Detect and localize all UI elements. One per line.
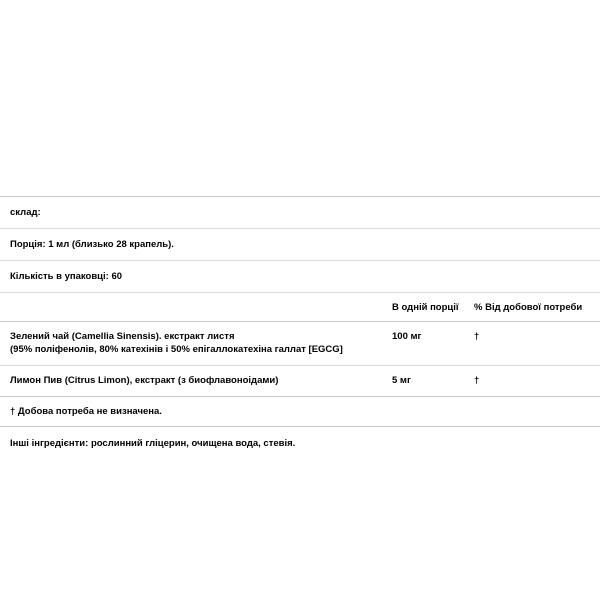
table-row <box>0 366 600 396</box>
footnote-text: † Добова потреба не визначена. <box>10 406 162 417</box>
header-daily-value: % Від добової потреби <box>474 302 583 313</box>
serving-size-text: Порція: 1 мл (близько 28 крапель). <box>10 239 174 250</box>
row-footnote <box>0 397 600 426</box>
nutrient-name-line2: (95% поліфенолів, 80% катехінів і 50% епігаллокатехіна галлат [EGCG] <box>10 344 343 355</box>
table-row <box>0 322 600 365</box>
other-ingredients-text: Інші інгредієнти: рослинний гліцерин, очищена вода, стевія. <box>10 438 296 449</box>
table-header-row <box>0 293 600 321</box>
servings-per-container-text: Кількість в упаковці: 60 <box>10 271 123 282</box>
row-servings-per-container <box>0 261 600 292</box>
supplement-facts-panel <box>0 196 600 450</box>
nutrient-name <box>10 330 392 356</box>
row-serving-size <box>0 229 600 260</box>
row-title <box>0 197 600 228</box>
nutrient-name <box>10 374 392 387</box>
label-title: склад: <box>10 207 41 218</box>
nutrient-name-line1: Зелений чай (Camellia Sinensis). екстракт листя <box>10 331 235 342</box>
nutrient-daily-value: † <box>474 331 480 342</box>
header-amount-per-serving: В одній порції <box>392 302 459 313</box>
nutrient-amount: 5 мг <box>392 375 411 386</box>
nutrient-amount: 100 мг <box>392 331 422 342</box>
nutrient-name-line1: Лимон Пив (Citrus Limon), екстракт (з биофлавоноідами) <box>10 375 279 386</box>
nutrient-daily-value: † <box>474 375 480 386</box>
